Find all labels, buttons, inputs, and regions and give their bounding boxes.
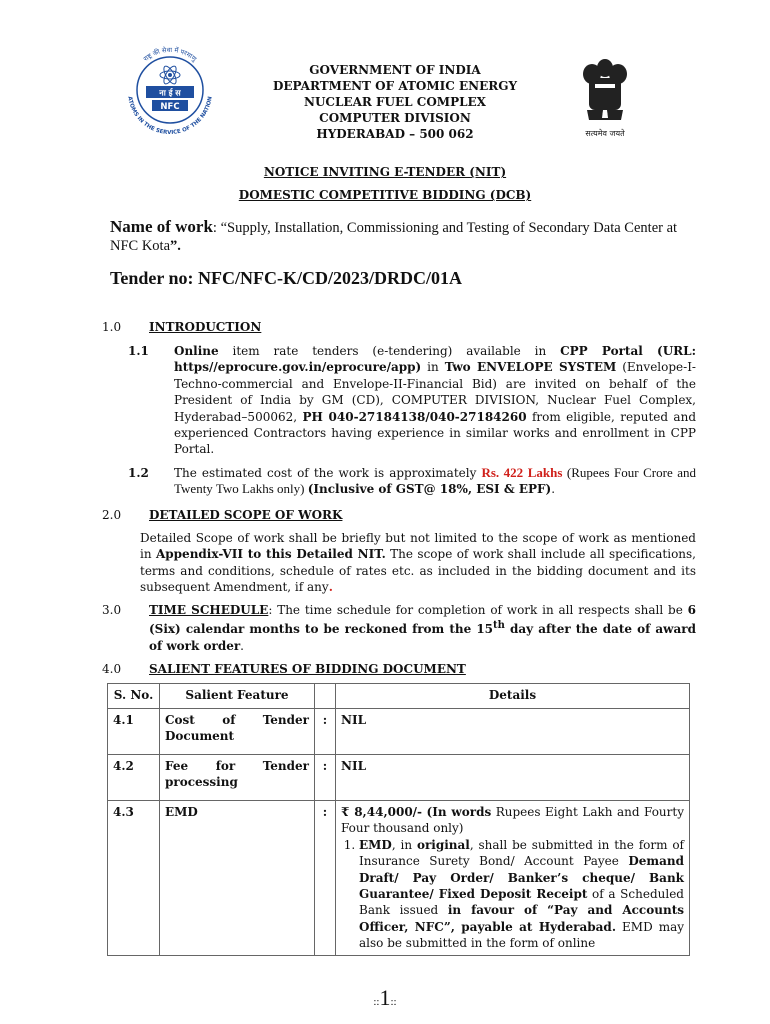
text-bold: day after the date of award of work order	[149, 622, 696, 653]
tender-number: Tender no: NFC/NFC-K/CD/2023/DRDC/01A	[110, 268, 463, 288]
text: Document	[165, 729, 235, 744]
table-row	[108, 709, 690, 755]
text-bold: PH 040-27184138/040-27184260	[302, 409, 527, 424]
logo-short-name: NFC	[160, 101, 180, 112]
national-emblem	[565, 48, 645, 148]
table-cell-feature	[160, 709, 315, 755]
page-number	[0, 985, 770, 1011]
table-cell-sep: :	[315, 709, 336, 755]
text-bold: in favour of “Pay and Accounts Officer, NFC”, payable at Hyderabad.	[359, 903, 684, 934]
text: Cost	[165, 713, 195, 727]
text: from eligible, reputed and experienced Contractors having experience in similar works and enrollment in CPP Portal.	[174, 409, 696, 457]
superscript: th	[493, 620, 505, 632]
name-of-work-label: Name of work	[110, 217, 213, 236]
table-cell-details	[336, 801, 690, 956]
section-number: 1.0	[102, 320, 122, 334]
header-line: NUCLEAR FUEL COMPLEX	[304, 95, 486, 109]
paragraph-1-2	[174, 465, 696, 498]
header-line: COMPUTER DIVISION	[319, 111, 471, 125]
text: (Rupees Four Crore and Twenty Two Lakhs only)	[174, 465, 697, 497]
text: , shall be submitted in the form of Insurance Surety Bond/ Account Payee	[359, 837, 684, 869]
text: (Envelope-I-Techno-commercial and Envelope-II-Financial Bid) are invited on behalf of the President of India by GM (CD), COMPUTER DIVISION, Nuclear Fuel Complex, Hyderabad–500062,	[174, 360, 696, 424]
text-bold: Online	[174, 344, 219, 358]
section-number: 2.0	[102, 508, 122, 522]
section-title-scope: DETAILED SCOPE OF WORK	[149, 508, 343, 522]
table-cell-sno: 4.2	[108, 755, 160, 801]
text-bold: Two ENVELOPE SYSTEM	[444, 360, 617, 375]
table-header-row	[108, 684, 690, 709]
text: for	[215, 759, 236, 773]
text: Tender	[262, 713, 309, 727]
table-cell-sep: :	[315, 801, 336, 956]
subsection-number: 1.1	[128, 344, 149, 358]
nit-title: NOTICE INVITING E-TENDER (NIT)	[263, 165, 507, 179]
paragraph-2	[140, 530, 696, 596]
section-number: 3.0	[102, 603, 122, 617]
column-header: Salient Feature	[160, 684, 315, 709]
nit-subtitle: DOMESTIC COMPETITIVE BIDDING (DCB)	[238, 188, 532, 202]
section-number: 4.0	[102, 662, 122, 676]
logo-hindi-name: ना ई स	[159, 88, 181, 98]
table-cell-details: NIL	[336, 755, 690, 801]
paragraph-3	[149, 602, 696, 654]
text-bold: 6 (Six) calendar months to be reckoned from the 15	[149, 603, 697, 637]
column-header	[315, 684, 336, 709]
salient-features-table	[107, 683, 690, 956]
table-cell-sno: 4.3	[108, 801, 160, 956]
section-title-salient-features: SALIENT FEATURES OF BIDDING DOCUMENT	[149, 662, 466, 676]
text: : The time schedule for completion of work in all respects shall be	[268, 603, 688, 617]
office-header	[260, 62, 530, 142]
section-title-introduction: INTRODUCTION	[149, 320, 262, 334]
text: Detailed Scope of work shall be briefly but not limited to the scope of work as mentioned in	[140, 531, 696, 562]
column-header: Details	[336, 684, 690, 709]
text: .	[328, 580, 333, 595]
text: in	[421, 360, 445, 375]
header-line: HYDERABAD – 500 062	[316, 127, 474, 141]
table-cell-sno: 4.1	[108, 709, 160, 755]
name-of-work-text: : “Supply, Installation, Commissioning and Testing of Secondary Data Center at NFC Kota	[110, 220, 678, 254]
subsection-number: 1.2	[128, 466, 149, 480]
emd-list	[341, 837, 684, 952]
text-bold: Demand Draft/ Pay Order/ Banker’s cheque/ Bank Guarantee/ Fixed Deposit Receipt	[359, 854, 684, 902]
text: The scope of work shall include all specifications, terms and conditions, schedule of rates etc. as included in the bidding document and its subsequent Amendment, if any	[140, 547, 696, 595]
text-bold: (In words	[426, 805, 492, 819]
estimated-cost: Rs. 422 Lakhs	[481, 465, 563, 480]
header-line: DEPARTMENT OF ATOMIC ENERGY	[272, 79, 518, 93]
text: ::	[390, 996, 397, 1008]
text: .	[240, 638, 244, 653]
table-row	[108, 755, 690, 801]
list-item	[359, 837, 684, 952]
text: ::	[373, 996, 380, 1008]
table-cell-feature: EMD	[160, 801, 315, 956]
text-bold: EMD	[359, 837, 392, 852]
text: , in	[391, 837, 417, 852]
text: .	[551, 482, 556, 497]
table-cell-details: NIL	[336, 709, 690, 755]
text: processing	[165, 775, 238, 790]
text: The estimated cost of the work is approximately	[174, 466, 482, 480]
name-of-work-end: ”.	[170, 238, 181, 254]
section-title-time-schedule: TIME SCHEDULE	[149, 603, 269, 617]
text: EMD may also be submitted in the form of online	[359, 919, 685, 951]
table-row	[108, 801, 690, 956]
text-bold: original	[416, 837, 470, 852]
header-line: GOVERNMENT OF INDIA	[309, 63, 481, 77]
emblem-motto: सत्यमेव जयते	[585, 129, 625, 138]
table-cell-feature	[160, 755, 315, 801]
text: item rate tenders (e-tendering) available in	[218, 344, 561, 358]
page-number-value: 1	[379, 985, 391, 1010]
text: Rupees Eight Lakh and Fourty Four thousand only)	[341, 805, 684, 836]
name-of-work	[110, 218, 685, 255]
paragraph-1-1	[174, 343, 696, 458]
text: of	[222, 713, 236, 727]
logo-arc-text: राष्ट्र की सेवा में परमाणु	[141, 45, 199, 63]
nfc-logo	[120, 40, 220, 140]
text: of a Scheduled Bank issued	[359, 887, 684, 918]
text: Fee	[165, 759, 189, 773]
text-bold: CPP Portal (URL: https//eprocure.gov.in/eprocure/app)	[174, 344, 697, 375]
text: Tender	[262, 759, 309, 773]
emd-amount: ₹ 8,44,000/-	[341, 805, 423, 819]
table-cell-sep: :	[315, 755, 336, 801]
text-bold: Appendix-VII to this Detailed NIT.	[155, 547, 386, 562]
logo-ring-text: ATOMS IN THE SERVICE OF THE NATION	[126, 96, 214, 137]
column-header: S. No.	[108, 684, 160, 709]
text-bold: (Inclusive of GST@ 18%, ESI & EPF)	[307, 482, 552, 497]
